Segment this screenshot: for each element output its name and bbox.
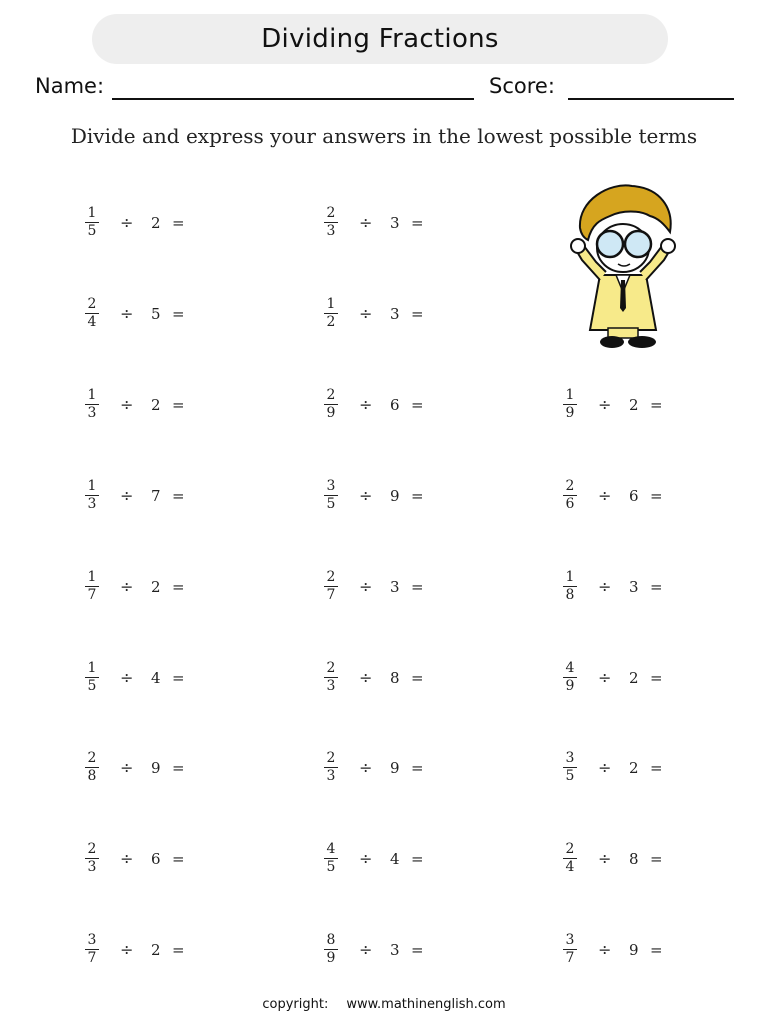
divisor: 3 (390, 941, 400, 960)
problem-item (323, 839, 483, 879)
problem-item (84, 203, 244, 243)
numerator: 3 (326, 477, 336, 494)
fraction (323, 658, 339, 698)
fraction (562, 658, 578, 698)
divisor: 8 (629, 850, 639, 869)
fraction (562, 567, 578, 607)
score-field[interactable] (568, 98, 734, 100)
divisor: 2 (629, 395, 639, 414)
denominator: 9 (565, 404, 575, 421)
numerator: 1 (87, 386, 97, 403)
problem-item (323, 658, 483, 698)
division-sign: ÷ (120, 213, 134, 232)
denominator: 7 (87, 586, 97, 603)
fraction (562, 748, 578, 788)
problem-item (323, 476, 483, 516)
division-sign: ÷ (598, 849, 612, 869)
division-sign: ÷ (359, 667, 373, 687)
equals-sign: = (411, 214, 424, 232)
score-label: Score: (489, 74, 555, 98)
fraction (84, 930, 100, 970)
fraction (84, 294, 100, 334)
fraction (84, 203, 100, 243)
fraction (323, 476, 339, 516)
numerator: 3 (565, 932, 575, 949)
equals-sign: = (172, 486, 185, 505)
divisor: 2 (151, 577, 161, 596)
fraction (84, 839, 100, 879)
division-sign: ÷ (359, 940, 373, 960)
problem-item (84, 567, 244, 607)
problem-item (323, 294, 483, 334)
denominator: 9 (326, 950, 336, 967)
denominator: 3 (87, 404, 97, 421)
numerator: 2 (87, 841, 97, 858)
numerator: 2 (326, 659, 336, 676)
problem-item (84, 385, 244, 425)
equals-sign: = (411, 395, 424, 414)
numerator: 2 (87, 750, 97, 767)
problem-item (323, 930, 483, 970)
equals-sign: = (411, 304, 424, 323)
numerator: 2 (565, 841, 575, 858)
problem-item (562, 476, 722, 516)
fraction (562, 385, 578, 425)
numerator: 2 (326, 386, 336, 403)
numerator: 2 (326, 568, 336, 585)
problem-item (562, 930, 722, 970)
numerator: 8 (326, 932, 336, 949)
division-sign: ÷ (359, 576, 373, 596)
fraction (323, 385, 339, 425)
denominator: 3 (87, 859, 97, 876)
divisor: 9 (629, 941, 639, 960)
division-sign: ÷ (598, 940, 612, 960)
instructions: Divide and express your answers in the lowest possible terms (70, 124, 698, 148)
fraction (84, 658, 100, 698)
denominator: 2 (326, 313, 336, 330)
fraction (323, 930, 339, 970)
divisor: 9 (390, 486, 400, 505)
division-sign: ÷ (598, 576, 612, 596)
fraction (84, 476, 100, 516)
equals-sign: = (172, 395, 185, 414)
problem-item (562, 385, 722, 425)
problem-item (84, 294, 244, 334)
division-sign: ÷ (359, 485, 373, 505)
division-sign: ÷ (120, 485, 134, 505)
divisor: 2 (629, 668, 639, 687)
divisor: 3 (390, 577, 400, 596)
division-sign: ÷ (359, 303, 373, 323)
equals-sign: = (411, 668, 424, 687)
equals-sign: = (650, 850, 663, 869)
equals-sign: = (411, 759, 424, 778)
problem-item (323, 567, 483, 607)
division-sign: ÷ (120, 849, 134, 869)
page-title: Dividing Fractions (261, 24, 499, 54)
divisor: 6 (151, 850, 161, 869)
problem-item (84, 658, 244, 698)
problem-item (562, 748, 722, 788)
fraction (323, 748, 339, 788)
fraction (323, 839, 339, 879)
denominator: 5 (326, 495, 336, 512)
equals-sign: = (172, 668, 185, 687)
cartoon-boy-with-glasses-icon (560, 180, 686, 355)
division-sign: ÷ (120, 576, 134, 596)
numerator: 4 (565, 659, 575, 676)
divisor: 6 (629, 486, 639, 505)
equals-sign: = (650, 577, 663, 596)
problem-item (84, 839, 244, 879)
numerator: 2 (87, 295, 97, 312)
numerator: 2 (326, 205, 336, 221)
divisor: 5 (151, 304, 161, 323)
denominator: 8 (87, 768, 97, 785)
denominator: 4 (565, 859, 575, 876)
denominator: 4 (87, 313, 97, 330)
division-sign: ÷ (120, 667, 134, 687)
divisor: 2 (151, 941, 161, 960)
numerator: 1 (87, 659, 97, 676)
denominator: 5 (326, 859, 336, 876)
divisor: 2 (629, 759, 639, 778)
denominator: 3 (326, 768, 336, 785)
equals-sign: = (172, 850, 185, 869)
copyright-label: copyright: (262, 997, 329, 1012)
fraction (84, 567, 100, 607)
division-sign: ÷ (359, 758, 373, 778)
denominator: 5 (87, 677, 97, 694)
denominator: 3 (326, 223, 336, 239)
fraction (84, 385, 100, 425)
denominator: 5 (87, 223, 97, 239)
problem-item (84, 748, 244, 788)
equals-sign: = (411, 486, 424, 505)
problem-item (562, 658, 722, 698)
denominator: 3 (87, 495, 97, 512)
divisor: 3 (390, 304, 400, 323)
numerator: 1 (87, 477, 97, 494)
denominator: 8 (565, 586, 575, 603)
equals-sign: = (172, 214, 185, 232)
numerator: 4 (326, 841, 336, 858)
division-sign: ÷ (120, 303, 134, 323)
equals-sign: = (411, 577, 424, 596)
numerator: 1 (87, 568, 97, 585)
division-sign: ÷ (120, 940, 134, 960)
problem-item (562, 839, 722, 879)
denominator: 9 (565, 677, 575, 694)
division-sign: ÷ (598, 758, 612, 778)
numerator: 3 (565, 750, 575, 767)
fraction (323, 567, 339, 607)
denominator: 7 (326, 586, 336, 603)
fraction (323, 203, 339, 243)
title-banner (92, 14, 668, 64)
copyright-url: www.mathinenglish.com (346, 997, 506, 1012)
denominator: 7 (565, 950, 575, 967)
equals-sign: = (411, 850, 424, 869)
divisor: 9 (390, 759, 400, 778)
division-sign: ÷ (359, 394, 373, 414)
divisor: 9 (151, 759, 161, 778)
fraction (562, 476, 578, 516)
fraction (84, 748, 100, 788)
equals-sign: = (650, 941, 663, 960)
equals-sign: = (650, 486, 663, 505)
equals-sign: = (172, 759, 185, 778)
fraction (562, 839, 578, 879)
divisor: 2 (151, 395, 161, 414)
problem-item (84, 476, 244, 516)
divisor: 8 (390, 668, 400, 687)
divisor: 3 (629, 577, 639, 596)
numerator: 1 (326, 295, 336, 312)
name-field[interactable] (112, 98, 474, 100)
denominator: 9 (326, 404, 336, 421)
fraction (323, 294, 339, 334)
division-sign: ÷ (120, 758, 134, 778)
equals-sign: = (172, 577, 185, 596)
division-sign: ÷ (598, 485, 612, 505)
problem-item (323, 203, 483, 243)
equals-sign: = (650, 668, 663, 687)
numerator: 1 (565, 386, 575, 403)
numerator: 2 (326, 750, 336, 767)
problem-item (323, 385, 483, 425)
denominator: 5 (565, 768, 575, 785)
copyright-footer (0, 997, 768, 1012)
division-sign: ÷ (359, 849, 373, 869)
denominator: 7 (87, 950, 97, 967)
numerator: 1 (565, 568, 575, 585)
division-sign: ÷ (359, 213, 373, 232)
divisor: 4 (390, 850, 400, 869)
fraction (562, 930, 578, 970)
problem-item (562, 567, 722, 607)
divisor: 7 (151, 486, 161, 505)
divisor: 3 (390, 214, 400, 232)
division-sign: ÷ (120, 394, 134, 414)
denominator: 3 (326, 677, 336, 694)
equals-sign: = (411, 941, 424, 960)
numerator: 3 (87, 932, 97, 949)
equals-sign: = (172, 304, 185, 323)
divisor: 6 (390, 395, 400, 414)
denominator: 6 (565, 495, 575, 512)
divisor: 2 (151, 214, 161, 232)
equals-sign: = (650, 395, 663, 414)
problem-item (323, 748, 483, 788)
numerator: 2 (565, 477, 575, 494)
division-sign: ÷ (598, 394, 612, 414)
equals-sign: = (650, 759, 663, 778)
problem-item (84, 930, 244, 970)
name-label: Name: (35, 74, 105, 98)
division-sign: ÷ (598, 667, 612, 687)
divisor: 4 (151, 668, 161, 687)
numerator: 1 (87, 205, 97, 221)
equals-sign: = (172, 941, 185, 960)
